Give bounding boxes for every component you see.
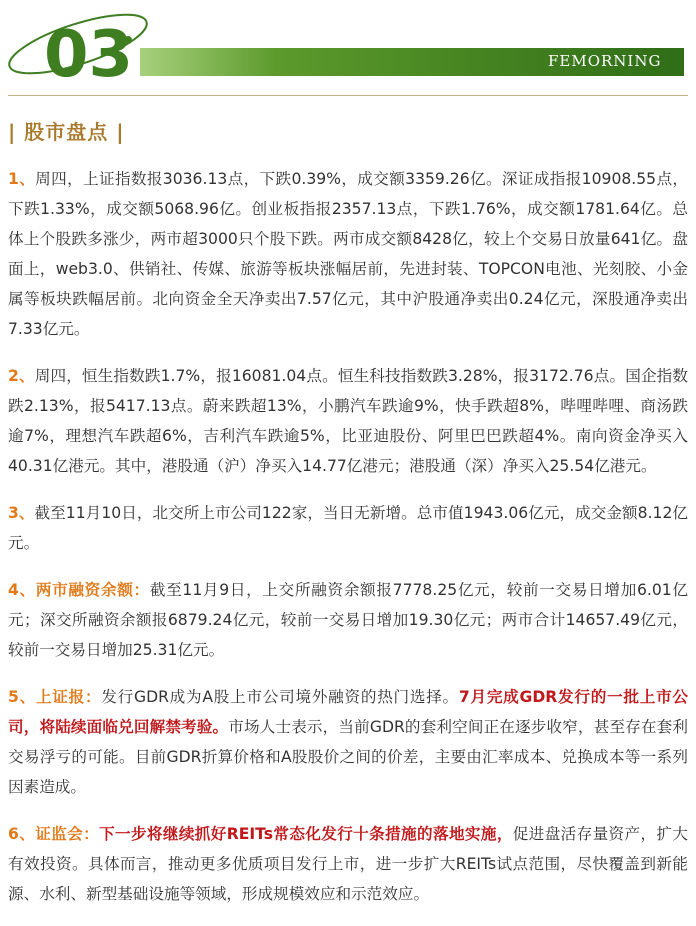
- section-number: 03: [44, 18, 134, 92]
- article-body: [8, 164, 688, 926]
- list-item-1: 1、周四，上证指数报3036.13点，下跌0.39%，成交额3359.26亿。深证成指报10908.55点，下跌1.33%，成交额5068.96亿。创业板指报2357.13点，下跌1.76%，成交额1781.64亿。总体上个股跌多涨少，两市超3000只个股下跌。两市成交额8428亿，较上个交易日放量641亿。盘面上，web3.0、供销社、传媒、旅游等板块涨幅居前，先进封装、TOPCON电池、光刻胶、小金属等板块跌幅居前。北向资金全天净卖出7.57亿元，其中沪股通净卖出0.24亿元，深股通净卖出7.33亿元。: [8, 170, 688, 338]
- highlight-text: 下一步将继续抓好REITs常态化发行十条措施的落地实施，: [99, 825, 513, 843]
- list-item-5: 5、上证报：发行GDR成为A股上市公司境外融资的热门选择。7月完成GDR发行的一批上市公司，将陆续面临兑回解禁考验。市场人士表示，当前GDR的套利空间正在逐步收窄，甚至存在套利交易浮亏的可能。目前GDR折算价格和A股股价之间的价差，主要由汇率成本、兑换成本等一系列因素造成。: [8, 688, 689, 796]
- banner-graphic: [0, 0, 696, 100]
- highlight-text: 7月完成GDR发行的一批上市公司，将陆续面临兑回解禁考验。: [8, 688, 689, 736]
- brand-text: FEMORNING: [548, 52, 662, 70]
- list-item-4: 4、两市融资余额：截至11月9日，上交所融资余额报7778.25亿元，较前一交易日增加6.01亿元；深交所融资余额报6879.24亿元，较前一交易日增加19.30亿元；两市合计14657.49亿元，较前一交易日增加25.31亿元。: [8, 581, 688, 659]
- list-item-2: 2、周四，恒生指数跌1.7%，报16081.04点。恒生科技指数跌3.28%，报3172.76点。国企指数跌2.13%，报5417.13点。蔚来跌超13%，小鹏汽车跌逾9%，快手跌超8%，哔哩哔哩、商汤跌逾7%，理想汽车跌超6%，吉利汽车跌逾5%，比亚迪股份、阿里巴巴跌超4%。南向资金净买入40.31亿港元。其中，港股通（沪）净买入14.77亿港元；港股通（深）净买入25.54亿港元。: [8, 367, 688, 475]
- list-item-6: 6、证监会：下一步将继续抓好REITs常态化发行十条措施的落地实施，促进盘活存量资产，扩大有效投资。具体而言，推动更多优质项目发行上市，进一步扩大REITs试点范围，尽快覆盖到新能源、水利、新型基础设施等领域，形成规模效应和示范效应。: [8, 825, 688, 903]
- section-title: | 股市盘点 |: [8, 120, 125, 144]
- item-label: 两市融资余额：: [35, 581, 150, 599]
- divider: [8, 95, 688, 96]
- header-banner: [0, 0, 696, 100]
- item-label: 证监会：: [35, 825, 100, 843]
- list-item-3: 3、截至11月10日，北交所上市公司122家，当日无新增。总市值1943.06亿元，成交金额8.12亿元。: [8, 504, 688, 552]
- item-label: 上证报：: [35, 688, 102, 706]
